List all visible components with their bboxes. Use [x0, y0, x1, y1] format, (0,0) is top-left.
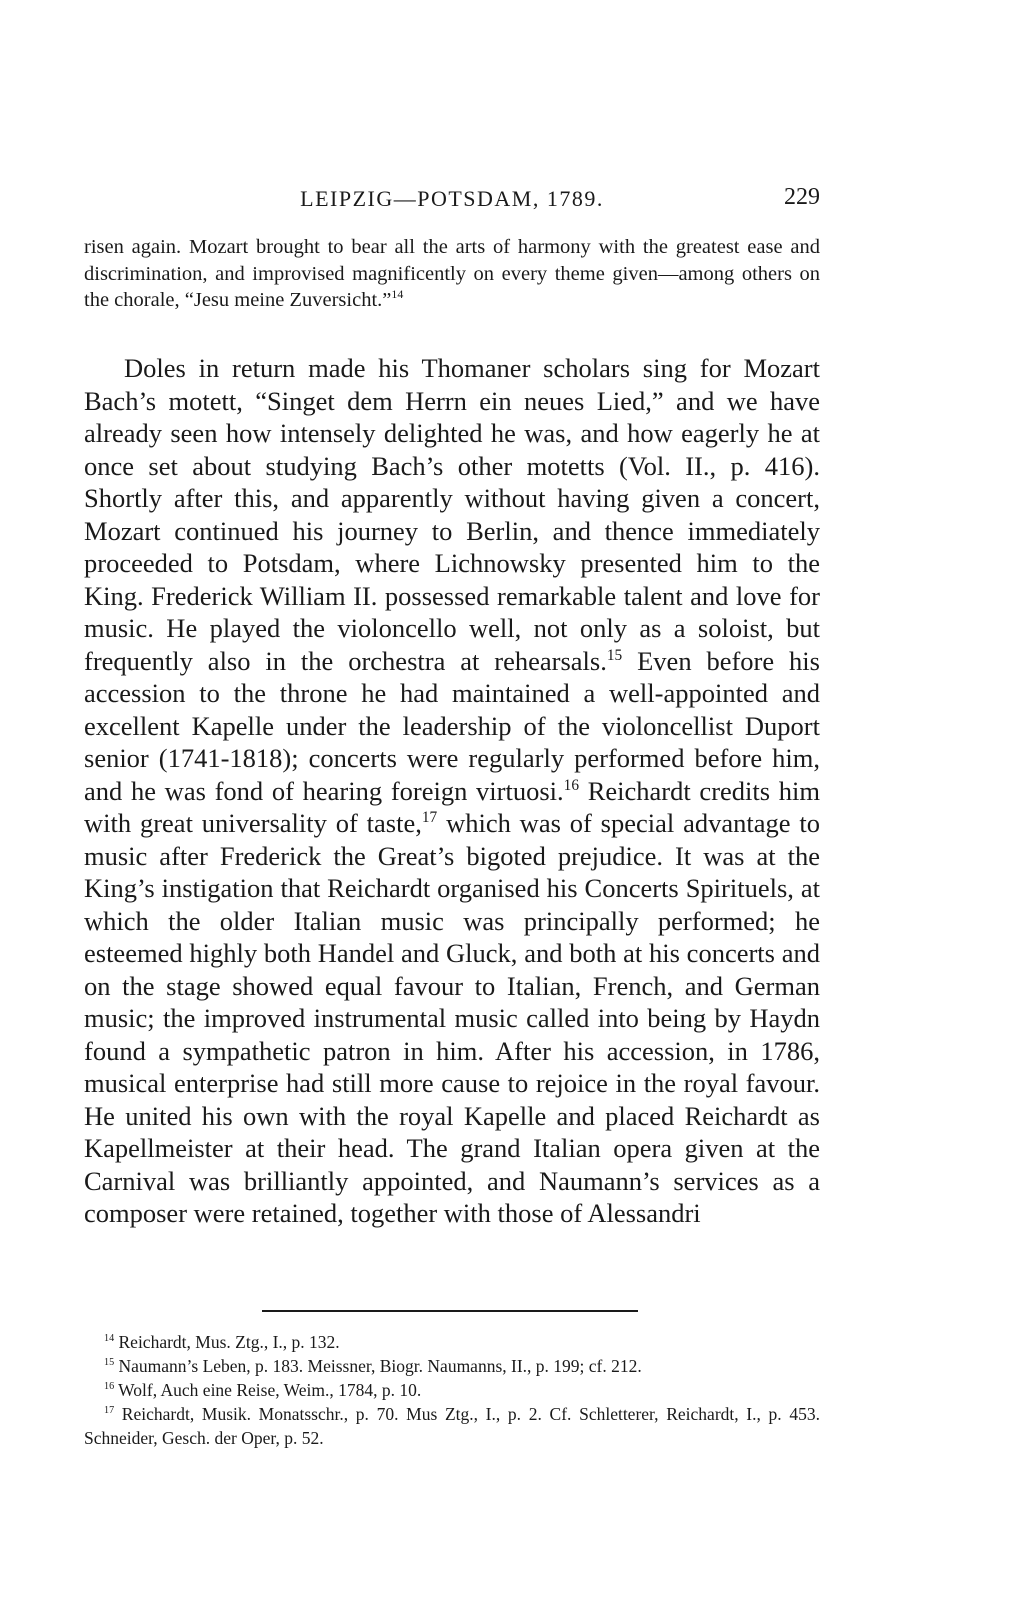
continued-text: risen again. Mozart brought to bear all the arts of harmony with the greatest ease and discrimination, and improvised magnificently on every theme given—among others on the chorale, “Jesu meine Zuversicht.” [84, 236, 820, 311]
paragraph-text-1: Doles in return made his Thomaner scholars sing for Mozart Bach’s motett, “Singet dem Herrn ein neues Lied,” and we have already seen how intensely delighted he was, and how eagerly he at once set about studying Bach’s other motetts (Vol. II., p. 416). Shortly after this, and apparently without having given a concert, Mozart continued his journey to Berlin, and thence immediately proceeded to Potsdam, where Lichnowsky presented him to the King. Frederick William II. possessed remarkable talent and love for music. He played the violoncello well, not only as a soloist, but frequently also in the orchestra at rehearsals. [84, 353, 820, 676]
footnote-text: Reichardt, Musik. Monatsschr., p. 70. Mus Ztg., I., p. 2. Cf. Schletterer, Reichardt, I., p. 453. Schneider, Gesch. der Oper, p. 52. [84, 1404, 820, 1448]
footnote-text: Wolf, Auch eine Reise, Weim., 1784, p. 10. [114, 1380, 422, 1400]
footnote-divider [262, 1310, 638, 1312]
footnote-17 [84, 1402, 820, 1450]
page-number: 229 [784, 184, 820, 210]
footnote-ref-16: 16 [563, 776, 580, 794]
footnote-15 [84, 1354, 820, 1378]
footnote-14 [84, 1330, 820, 1354]
footnote-text: Reichardt, Mus. Ztg., I., p. 132. [114, 1332, 340, 1352]
footnote-ref-14: 14 [391, 287, 404, 302]
footnote-ref-15: 15 [606, 646, 623, 664]
footnote-number: 14 [104, 1333, 115, 1345]
running-title: LEIPZIG—POTSDAM, 1789. [300, 186, 604, 211]
footnotes [84, 1330, 820, 1450]
page-header [84, 182, 820, 218]
paragraph-text-3: Reichardt credits him with great universality of taste, [84, 775, 820, 838]
paragraph-text-4: which was of special advantage to music after Frederick the Great’s bigoted prejudice. It was at the King’s instigation that Reichardt organised his Concerts Spirituels, at which the older Italian music was principally performed; he esteemed highly both Handel and Gluck, and both at his concerts and on the stage showed equal favour to Italian, French, and German music; the improved instrumental music called into being by Haydn found a sympathetic patron in him. After his accession, in 1786, musical enterprise had still more cause to rejoice in the royal favour. He united his own with the royal Kapelle and placed Reichardt as Kapellmeister at their head. The grand Italian opera given at the Carnival was brilliantly appointed, and Naumann’s services as a composer were retained, together with those of Alessandri [84, 808, 820, 1228]
footnote-ref-17: 17 [421, 809, 438, 827]
footnote-number: 16 [104, 1381, 115, 1393]
footnote-number: 15 [104, 1357, 115, 1369]
continued-paragraph [84, 234, 820, 314]
footnote-text: Naumann’s Leben, p. 183. Meissner, Biogr. Naumanns, II., p. 199; cf. 212. [114, 1356, 642, 1376]
footnote-16 [84, 1378, 820, 1402]
footnote-number: 17 [104, 1405, 115, 1417]
main-paragraph [84, 352, 820, 1230]
paragraph-text-2: Even before his accession to the throne he had maintained a well-appointed and excellent Kapelle under the leadership of the violoncellist Duport senior (1741-1818); concerts were regularly performed before him, and he was fond of hearing foreign virtuosi. [84, 645, 820, 806]
